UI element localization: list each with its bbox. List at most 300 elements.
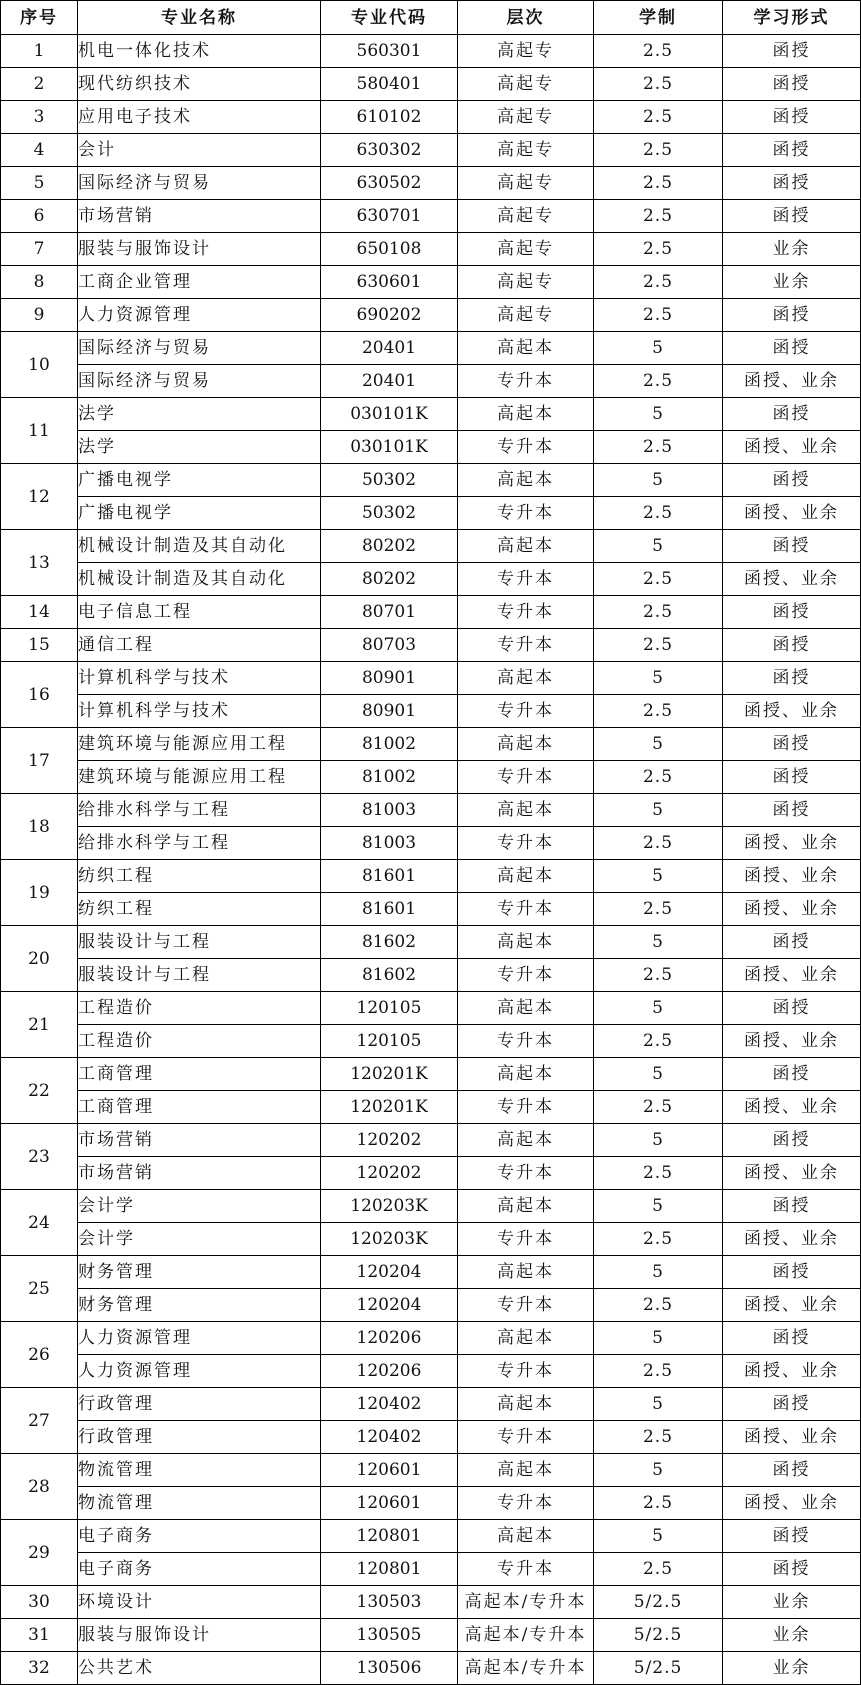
major-code: 630701 bbox=[321, 200, 458, 233]
table-row bbox=[1, 1025, 861, 1058]
major-name: 会计 bbox=[78, 134, 321, 167]
major-years: 2.5 bbox=[594, 1553, 723, 1586]
major-level: 高起本 bbox=[458, 1454, 594, 1487]
study-mode: 函授、业余 bbox=[723, 365, 861, 398]
major-years: 2.5 bbox=[594, 101, 723, 134]
major-name: 电子商务 bbox=[78, 1553, 321, 1586]
major-code: 130506 bbox=[321, 1652, 458, 1685]
header-level: 层次 bbox=[458, 1, 594, 35]
study-mode: 函授 bbox=[723, 398, 861, 431]
header-index: 序号 bbox=[1, 1, 78, 35]
table-row bbox=[1, 860, 861, 893]
table-row bbox=[1, 35, 861, 68]
major-years: 2.5 bbox=[594, 959, 723, 992]
study-mode: 函授 bbox=[723, 1256, 861, 1289]
major-level: 高起专 bbox=[458, 68, 594, 101]
major-level: 专升本 bbox=[458, 1223, 594, 1256]
table-row bbox=[1, 332, 861, 365]
study-mode: 函授 bbox=[723, 1124, 861, 1157]
major-name: 物流管理 bbox=[78, 1487, 321, 1520]
major-years: 5 bbox=[594, 1520, 723, 1553]
table-row bbox=[1, 1157, 861, 1190]
major-level: 专升本 bbox=[458, 893, 594, 926]
major-code: 120201K bbox=[321, 1091, 458, 1124]
table-row bbox=[1, 1322, 861, 1355]
major-level: 高起本 bbox=[458, 1124, 594, 1157]
study-mode: 函授、业余 bbox=[723, 827, 861, 860]
table-row bbox=[1, 398, 861, 431]
study-mode: 函授 bbox=[723, 1190, 861, 1223]
table-row bbox=[1, 1355, 861, 1388]
row-index: 6 bbox=[1, 200, 78, 233]
major-code: 50302 bbox=[321, 497, 458, 530]
study-mode: 函授 bbox=[723, 992, 861, 1025]
major-name: 财务管理 bbox=[78, 1256, 321, 1289]
row-index: 3 bbox=[1, 101, 78, 134]
major-code: 610102 bbox=[321, 101, 458, 134]
major-years: 2.5 bbox=[594, 233, 723, 266]
table-row bbox=[1, 1124, 861, 1157]
study-mode: 业余 bbox=[723, 1619, 861, 1652]
major-years: 2.5 bbox=[594, 1487, 723, 1520]
table-row bbox=[1, 1388, 861, 1421]
major-name: 工程造价 bbox=[78, 992, 321, 1025]
major-years: 2.5 bbox=[594, 596, 723, 629]
major-code: 20401 bbox=[321, 332, 458, 365]
table-row bbox=[1, 68, 861, 101]
study-mode: 函授 bbox=[723, 332, 861, 365]
major-code: 120206 bbox=[321, 1355, 458, 1388]
major-name: 工商管理 bbox=[78, 1091, 321, 1124]
table-row bbox=[1, 1256, 861, 1289]
major-code: 130503 bbox=[321, 1586, 458, 1619]
major-years: 5 bbox=[594, 794, 723, 827]
row-index: 13 bbox=[1, 530, 78, 596]
major-code: 650108 bbox=[321, 233, 458, 266]
study-mode: 函授、业余 bbox=[723, 1289, 861, 1322]
major-code: 81003 bbox=[321, 794, 458, 827]
major-code: 030101K bbox=[321, 431, 458, 464]
table-row bbox=[1, 1553, 861, 1586]
major-level: 高起本 bbox=[458, 1058, 594, 1091]
table-row bbox=[1, 1058, 861, 1091]
major-name: 广播电视学 bbox=[78, 497, 321, 530]
major-years: 2.5 bbox=[594, 497, 723, 530]
table-row bbox=[1, 1190, 861, 1223]
major-level: 专升本 bbox=[458, 1553, 594, 1586]
major-years: 2.5 bbox=[594, 266, 723, 299]
major-code: 81601 bbox=[321, 860, 458, 893]
major-level: 高起本 bbox=[458, 1520, 594, 1553]
major-code: 120202 bbox=[321, 1124, 458, 1157]
major-name: 电子商务 bbox=[78, 1520, 321, 1553]
major-years: 2.5 bbox=[594, 629, 723, 662]
major-code: 120601 bbox=[321, 1454, 458, 1487]
table-row bbox=[1, 926, 861, 959]
study-mode: 函授、业余 bbox=[723, 431, 861, 464]
major-level: 高起本 bbox=[458, 860, 594, 893]
major-code: 120801 bbox=[321, 1553, 458, 1586]
major-level: 专升本 bbox=[458, 1487, 594, 1520]
major-code: 690202 bbox=[321, 299, 458, 332]
major-code: 120402 bbox=[321, 1421, 458, 1454]
major-code: 80901 bbox=[321, 662, 458, 695]
major-years: 2.5 bbox=[594, 1355, 723, 1388]
major-years: 2.5 bbox=[594, 167, 723, 200]
table-row bbox=[1, 1520, 861, 1553]
major-code: 630302 bbox=[321, 134, 458, 167]
major-name: 通信工程 bbox=[78, 629, 321, 662]
row-index: 32 bbox=[1, 1652, 78, 1685]
table-row bbox=[1, 992, 861, 1025]
major-code: 81602 bbox=[321, 926, 458, 959]
major-code: 81002 bbox=[321, 728, 458, 761]
major-code: 030101K bbox=[321, 398, 458, 431]
major-code: 81601 bbox=[321, 893, 458, 926]
study-mode: 函授、业余 bbox=[723, 893, 861, 926]
major-years: 2.5 bbox=[594, 1091, 723, 1124]
table-row bbox=[1, 365, 861, 398]
study-mode: 函授、业余 bbox=[723, 563, 861, 596]
study-mode: 业余 bbox=[723, 1586, 861, 1619]
table-row bbox=[1, 1289, 861, 1322]
major-name: 机电一体化技术 bbox=[78, 35, 321, 68]
row-index: 9 bbox=[1, 299, 78, 332]
study-mode: 函授、业余 bbox=[723, 497, 861, 530]
major-name: 市场营销 bbox=[78, 1124, 321, 1157]
major-level: 高起专 bbox=[458, 167, 594, 200]
major-code: 580401 bbox=[321, 68, 458, 101]
major-level: 专升本 bbox=[458, 365, 594, 398]
table-row bbox=[1, 233, 861, 266]
row-index: 20 bbox=[1, 926, 78, 992]
major-level: 专升本 bbox=[458, 1289, 594, 1322]
major-level: 专升本 bbox=[458, 1091, 594, 1124]
study-mode: 业余 bbox=[723, 233, 861, 266]
major-code: 130505 bbox=[321, 1619, 458, 1652]
major-years: 2.5 bbox=[594, 68, 723, 101]
row-index: 25 bbox=[1, 1256, 78, 1322]
table-row bbox=[1, 629, 861, 662]
study-mode: 函授 bbox=[723, 68, 861, 101]
major-years: 5 bbox=[594, 398, 723, 431]
table-row bbox=[1, 167, 861, 200]
table-header bbox=[1, 1, 861, 35]
major-name: 给排水科学与工程 bbox=[78, 794, 321, 827]
table-row bbox=[1, 728, 861, 761]
major-name: 公共艺术 bbox=[78, 1652, 321, 1685]
major-code: 120601 bbox=[321, 1487, 458, 1520]
study-mode: 函授 bbox=[723, 1388, 861, 1421]
major-level: 专升本 bbox=[458, 563, 594, 596]
major-years: 2.5 bbox=[594, 431, 723, 464]
row-index: 2 bbox=[1, 68, 78, 101]
major-name: 现代纺织技术 bbox=[78, 68, 321, 101]
table-row bbox=[1, 761, 861, 794]
row-index: 17 bbox=[1, 728, 78, 794]
major-name: 国际经济与贸易 bbox=[78, 332, 321, 365]
row-index: 16 bbox=[1, 662, 78, 728]
table-row bbox=[1, 266, 861, 299]
header-major-code: 专业代码 bbox=[321, 1, 458, 35]
row-index: 23 bbox=[1, 1124, 78, 1190]
major-name: 广播电视学 bbox=[78, 464, 321, 497]
major-years: 5 bbox=[594, 860, 723, 893]
table-row bbox=[1, 200, 861, 233]
major-years: 2.5 bbox=[594, 827, 723, 860]
study-mode: 函授、业余 bbox=[723, 1355, 861, 1388]
study-mode: 函授、业余 bbox=[723, 1091, 861, 1124]
major-level: 高起本 bbox=[458, 1256, 594, 1289]
major-level: 高起专 bbox=[458, 35, 594, 68]
major-years: 5 bbox=[594, 1190, 723, 1223]
major-code: 80703 bbox=[321, 629, 458, 662]
row-index: 8 bbox=[1, 266, 78, 299]
major-level: 专升本 bbox=[458, 959, 594, 992]
row-index: 12 bbox=[1, 464, 78, 530]
study-mode: 函授、业余 bbox=[723, 1487, 861, 1520]
row-index: 22 bbox=[1, 1058, 78, 1124]
major-name: 给排水科学与工程 bbox=[78, 827, 321, 860]
major-name: 物流管理 bbox=[78, 1454, 321, 1487]
table-row bbox=[1, 662, 861, 695]
study-mode: 函授 bbox=[723, 794, 861, 827]
table-row bbox=[1, 893, 861, 926]
major-level: 专升本 bbox=[458, 596, 594, 629]
study-mode: 函授 bbox=[723, 530, 861, 563]
row-index: 19 bbox=[1, 860, 78, 926]
study-mode: 函授 bbox=[723, 728, 861, 761]
major-code: 120801 bbox=[321, 1520, 458, 1553]
major-name: 人力资源管理 bbox=[78, 1322, 321, 1355]
major-name: 建筑环境与能源应用工程 bbox=[78, 728, 321, 761]
row-index: 14 bbox=[1, 596, 78, 629]
table-row bbox=[1, 299, 861, 332]
major-code: 630601 bbox=[321, 266, 458, 299]
major-years: 5 bbox=[594, 464, 723, 497]
major-code: 120203K bbox=[321, 1223, 458, 1256]
row-index: 29 bbox=[1, 1520, 78, 1586]
study-mode: 函授 bbox=[723, 167, 861, 200]
table-row bbox=[1, 827, 861, 860]
major-level: 专升本 bbox=[458, 1157, 594, 1190]
major-years: 5 bbox=[594, 530, 723, 563]
major-years: 2.5 bbox=[594, 563, 723, 596]
row-index: 24 bbox=[1, 1190, 78, 1256]
major-code: 560301 bbox=[321, 35, 458, 68]
major-name: 市场营销 bbox=[78, 1157, 321, 1190]
major-level: 高起本/专升本 bbox=[458, 1586, 594, 1619]
major-name: 市场营销 bbox=[78, 200, 321, 233]
major-code: 120105 bbox=[321, 1025, 458, 1058]
header-years: 学制 bbox=[594, 1, 723, 35]
major-level: 高起本/专升本 bbox=[458, 1652, 594, 1685]
major-code: 81602 bbox=[321, 959, 458, 992]
study-mode: 函授 bbox=[723, 926, 861, 959]
major-level: 专升本 bbox=[458, 1025, 594, 1058]
major-code: 120204 bbox=[321, 1289, 458, 1322]
major-name: 纺织工程 bbox=[78, 893, 321, 926]
study-mode: 函授 bbox=[723, 629, 861, 662]
major-years: 5 bbox=[594, 1256, 723, 1289]
row-index: 15 bbox=[1, 629, 78, 662]
row-index: 7 bbox=[1, 233, 78, 266]
study-mode: 函授、业余 bbox=[723, 695, 861, 728]
major-level: 高起专 bbox=[458, 134, 594, 167]
major-years: 5 bbox=[594, 728, 723, 761]
major-level: 高起本 bbox=[458, 398, 594, 431]
header-study-mode: 学习形式 bbox=[723, 1, 861, 35]
major-name: 应用电子技术 bbox=[78, 101, 321, 134]
header-major-name: 专业名称 bbox=[78, 1, 321, 35]
major-years: 2.5 bbox=[594, 1421, 723, 1454]
major-level: 高起专 bbox=[458, 266, 594, 299]
major-name: 财务管理 bbox=[78, 1289, 321, 1322]
major-code: 120105 bbox=[321, 992, 458, 1025]
study-mode: 函授、业余 bbox=[723, 959, 861, 992]
study-mode: 函授 bbox=[723, 200, 861, 233]
major-level: 高起专 bbox=[458, 299, 594, 332]
study-mode: 函授 bbox=[723, 35, 861, 68]
study-mode: 函授、业余 bbox=[723, 1157, 861, 1190]
major-level: 专升本 bbox=[458, 827, 594, 860]
major-years: 2.5 bbox=[594, 35, 723, 68]
table-row bbox=[1, 959, 861, 992]
major-name: 行政管理 bbox=[78, 1388, 321, 1421]
major-code: 630502 bbox=[321, 167, 458, 200]
row-index: 27 bbox=[1, 1388, 78, 1454]
study-mode: 函授 bbox=[723, 662, 861, 695]
major-years: 5 bbox=[594, 332, 723, 365]
table-row bbox=[1, 596, 861, 629]
major-name: 法学 bbox=[78, 398, 321, 431]
major-name: 人力资源管理 bbox=[78, 1355, 321, 1388]
table-row bbox=[1, 1454, 861, 1487]
table-row bbox=[1, 1091, 861, 1124]
major-level: 高起本 bbox=[458, 464, 594, 497]
major-level: 专升本 bbox=[458, 1355, 594, 1388]
major-name: 国际经济与贸易 bbox=[78, 167, 321, 200]
major-years: 2.5 bbox=[594, 299, 723, 332]
major-years: 5 bbox=[594, 926, 723, 959]
major-code: 120203K bbox=[321, 1190, 458, 1223]
table-row bbox=[1, 1586, 861, 1619]
row-index: 5 bbox=[1, 167, 78, 200]
major-years: 2.5 bbox=[594, 1223, 723, 1256]
study-mode: 函授 bbox=[723, 1553, 861, 1586]
major-name: 服装与服饰设计 bbox=[78, 1619, 321, 1652]
major-name: 计算机科学与技术 bbox=[78, 662, 321, 695]
table-row bbox=[1, 1487, 861, 1520]
major-level: 高起本 bbox=[458, 992, 594, 1025]
table-row bbox=[1, 497, 861, 530]
major-level: 高起本 bbox=[458, 530, 594, 563]
major-code: 120204 bbox=[321, 1256, 458, 1289]
major-name: 电子信息工程 bbox=[78, 596, 321, 629]
major-name: 服装设计与工程 bbox=[78, 959, 321, 992]
major-years: 2.5 bbox=[594, 134, 723, 167]
major-level: 高起本/专升本 bbox=[458, 1619, 594, 1652]
major-years: 5 bbox=[594, 992, 723, 1025]
row-index: 18 bbox=[1, 794, 78, 860]
major-name: 工商企业管理 bbox=[78, 266, 321, 299]
table-row bbox=[1, 794, 861, 827]
major-code: 81003 bbox=[321, 827, 458, 860]
major-name: 工商管理 bbox=[78, 1058, 321, 1091]
study-mode: 函授 bbox=[723, 596, 861, 629]
major-level: 专升本 bbox=[458, 497, 594, 530]
study-mode: 函授 bbox=[723, 1520, 861, 1553]
major-name: 会计学 bbox=[78, 1223, 321, 1256]
major-years: 2.5 bbox=[594, 200, 723, 233]
major-name: 国际经济与贸易 bbox=[78, 365, 321, 398]
row-index: 4 bbox=[1, 134, 78, 167]
major-years: 2.5 bbox=[594, 761, 723, 794]
study-mode: 函授、业余 bbox=[723, 1025, 861, 1058]
major-years: 5 bbox=[594, 1454, 723, 1487]
major-name: 计算机科学与技术 bbox=[78, 695, 321, 728]
major-name: 法学 bbox=[78, 431, 321, 464]
major-level: 专升本 bbox=[458, 695, 594, 728]
table-row bbox=[1, 431, 861, 464]
major-level: 高起本 bbox=[458, 332, 594, 365]
major-code: 80901 bbox=[321, 695, 458, 728]
table-body bbox=[1, 35, 861, 1685]
major-name: 纺织工程 bbox=[78, 860, 321, 893]
row-index: 11 bbox=[1, 398, 78, 464]
study-mode: 函授 bbox=[723, 464, 861, 497]
table-row bbox=[1, 1421, 861, 1454]
study-mode: 函授 bbox=[723, 1454, 861, 1487]
study-mode: 业余 bbox=[723, 1652, 861, 1685]
study-mode: 函授 bbox=[723, 299, 861, 332]
table-row bbox=[1, 563, 861, 596]
row-index: 31 bbox=[1, 1619, 78, 1652]
major-years: 2.5 bbox=[594, 1289, 723, 1322]
study-mode: 业余 bbox=[723, 266, 861, 299]
header-row bbox=[1, 1, 861, 35]
major-level: 高起本 bbox=[458, 1322, 594, 1355]
major-code: 120201K bbox=[321, 1058, 458, 1091]
major-years: 5/2.5 bbox=[594, 1619, 723, 1652]
table-row bbox=[1, 1652, 861, 1685]
table-row bbox=[1, 101, 861, 134]
row-index: 30 bbox=[1, 1586, 78, 1619]
row-index: 21 bbox=[1, 992, 78, 1058]
table-row bbox=[1, 464, 861, 497]
row-index: 1 bbox=[1, 35, 78, 68]
major-name: 人力资源管理 bbox=[78, 299, 321, 332]
major-years: 2.5 bbox=[594, 1025, 723, 1058]
major-name: 建筑环境与能源应用工程 bbox=[78, 761, 321, 794]
study-mode: 函授、业余 bbox=[723, 1223, 861, 1256]
study-mode: 函授 bbox=[723, 761, 861, 794]
major-level: 专升本 bbox=[458, 629, 594, 662]
major-level: 高起本 bbox=[458, 926, 594, 959]
major-years: 5 bbox=[594, 1388, 723, 1421]
major-name: 会计学 bbox=[78, 1190, 321, 1223]
major-years: 5 bbox=[594, 1058, 723, 1091]
major-level: 专升本 bbox=[458, 1421, 594, 1454]
study-mode: 函授、业余 bbox=[723, 860, 861, 893]
major-name: 机械设计制造及其自动化 bbox=[78, 530, 321, 563]
major-code: 20401 bbox=[321, 365, 458, 398]
major-level: 高起专 bbox=[458, 101, 594, 134]
major-years: 2.5 bbox=[594, 695, 723, 728]
table-row bbox=[1, 134, 861, 167]
major-level: 高起本 bbox=[458, 1388, 594, 1421]
study-mode: 函授 bbox=[723, 1058, 861, 1091]
